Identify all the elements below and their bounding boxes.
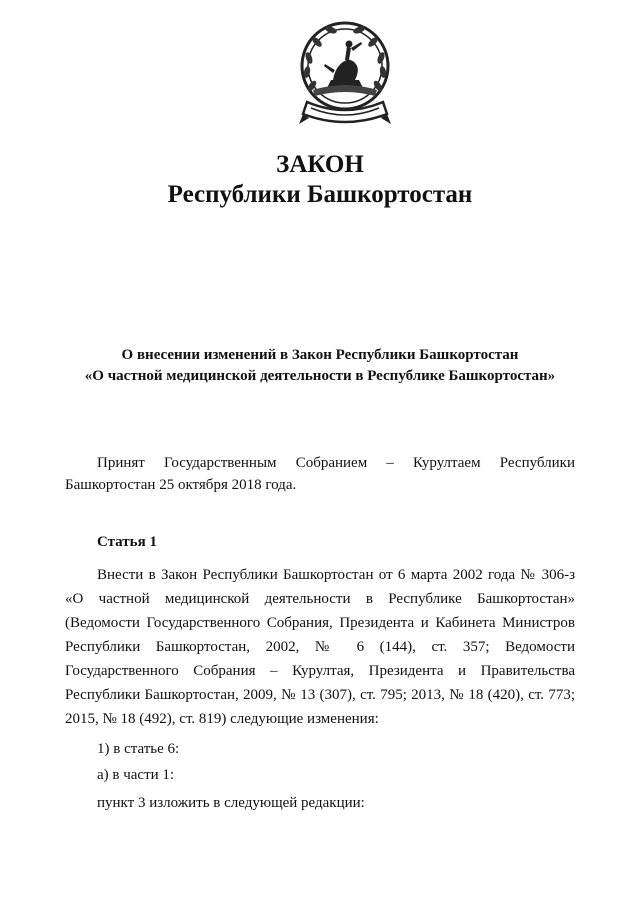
adoption-line-1: Принят Государственным Собранием – Курултаем Республики (97, 455, 575, 471)
article-1-line: 2015, № 18 (492), ст. 819) следующие изменения: (65, 711, 379, 727)
coat-of-arms-emblem (297, 18, 393, 134)
article-1-line: «О частной медицинской деятельности в Республике Башкортостан» (65, 591, 575, 607)
law-subject-line-2: «О частной медицинской деятельности в Республике Башкортостан» (84, 368, 556, 384)
article-1-item: а) в части 1: (97, 767, 175, 783)
article-1-item: пункт 3 изложить в следующей редакции: (97, 795, 365, 811)
article-1-line: Внести в Закон Республики Башкортостан от 6 марта 2002 года № 306-з (97, 567, 575, 583)
law-title: ЗАКОН (276, 151, 364, 178)
article-1-item: 1) в статье 6: (97, 741, 180, 757)
article-1-line: (Ведомости Государственного Собрания, Президента и Кабинета Министров (65, 615, 575, 631)
article-1-line: Республики Башкортостан, 2009, № 13 (307), ст. 795; 2013, № 18 (420), ст. 773; (65, 687, 575, 703)
adoption-line-2: Башкортостан 25 октября 2018 года. (65, 477, 297, 493)
article-1-line: Государственного Собрания – Курултая, Президента и Правительства (65, 663, 575, 679)
adoption-statement (65, 452, 575, 496)
law-subject-line-1: О внесении изменений в Закон Республики Башкортостан (121, 347, 519, 363)
law-republic: Республики Башкортостан (167, 181, 473, 208)
article-1-body (65, 563, 575, 731)
article-1-line: Республики Башкортостан, 2002, № 6 (144), ст. 357; Ведомости (65, 639, 575, 655)
article-1-heading: Статья 1 (97, 534, 157, 550)
